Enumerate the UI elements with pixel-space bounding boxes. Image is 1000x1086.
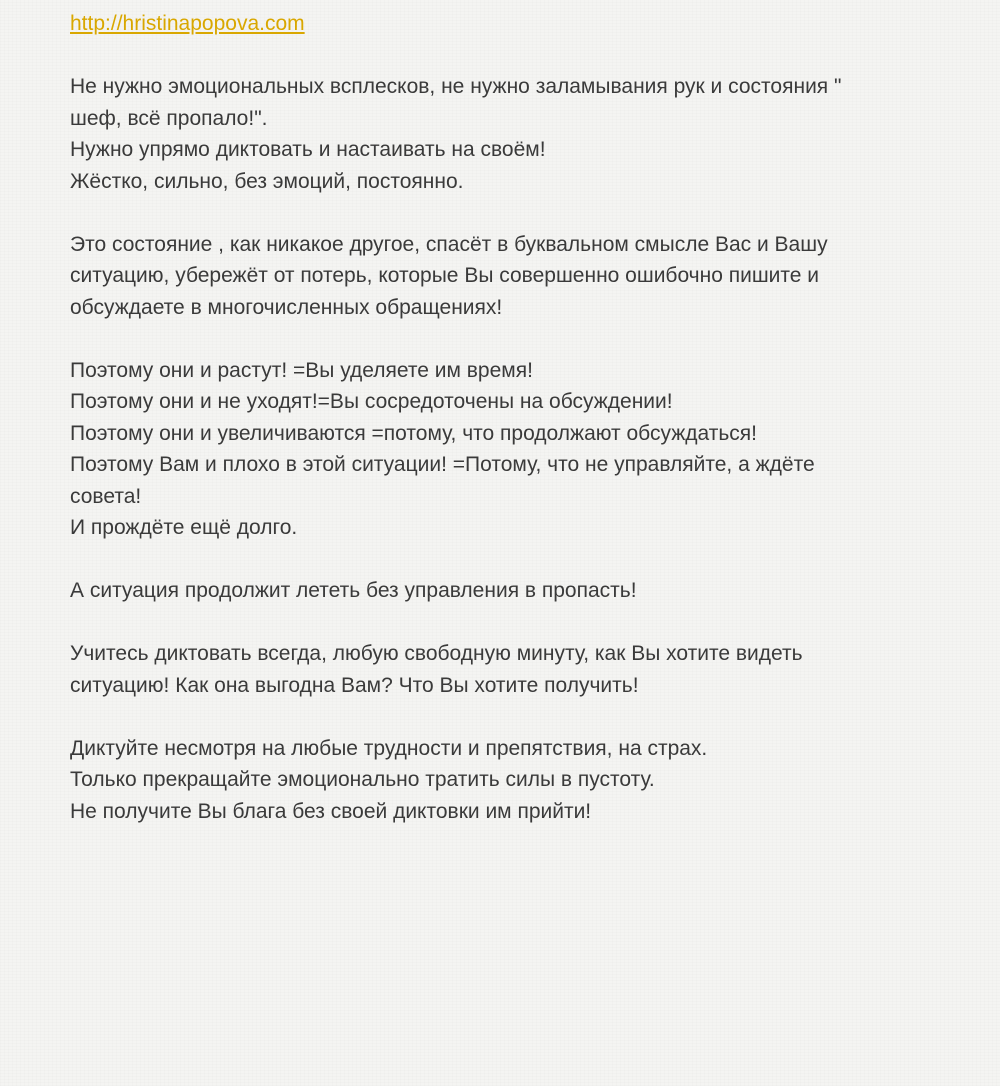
text-line: Это состояние , как никакое другое, спасёт в буквальном смысле Вас и Вашу bbox=[70, 232, 828, 256]
text-line: Поэтому они и увеличиваются =потому, что продолжают обсуждаться! bbox=[70, 421, 757, 445]
text-line: И прождёте ещё долго. bbox=[70, 516, 298, 539]
text-line: Нужно упрямо диктовать и настаивать на своём! bbox=[70, 138, 546, 161]
text-line: Учитесь диктовать всегда, любую свободную минуту, как Вы хотите видеть bbox=[70, 642, 803, 665]
text-line: Не нужно эмоциональных всплесков, не нужно заламывания рук и состояния " bbox=[70, 75, 842, 98]
text-line: Не получите Вы блага без своей диктовки им прийти! bbox=[70, 799, 592, 823]
text-line: ситуацию, убережёт от потерь, которые Вы совершенно ошибочно пишите и bbox=[70, 264, 820, 287]
text-line: совета! bbox=[70, 484, 142, 508]
paragraph-2 bbox=[70, 229, 950, 324]
note-body[interactable] bbox=[70, 8, 950, 859]
paragraph-3 bbox=[70, 355, 950, 544]
text-line: Поэтому Вам и плохо в этой ситуации! =Потому, что не управляйте, а ждёте bbox=[70, 453, 815, 476]
text-line: А ситуация продолжит лететь без управления в пропасть! bbox=[70, 579, 637, 602]
paragraph-4 bbox=[70, 575, 950, 607]
text-line: Поэтому они и не уходят!=Вы сосредоточены на обсуждении! bbox=[70, 390, 673, 413]
paragraph-5 bbox=[70, 638, 950, 701]
paragraph-6 bbox=[70, 733, 950, 828]
text-line: шеф, всё пропало!". bbox=[70, 106, 268, 130]
paragraph-1 bbox=[70, 71, 950, 197]
text-line: Поэтому они и растут! =Вы уделяете им время! bbox=[70, 358, 533, 382]
text-line: Жёстко, сильно, без эмоций, постоянно. bbox=[70, 169, 464, 193]
website-link[interactable]: http://hristinapopova.com bbox=[70, 12, 305, 35]
text-line: Только прекращайте эмоционально тратить силы в пустоту. bbox=[70, 768, 655, 791]
text-line: ситуацию! Как она выгодна Вам? Что Вы хотите получить! bbox=[70, 673, 639, 697]
text-line: обсуждаете в многочисленных обращениях! bbox=[70, 295, 503, 319]
text-line: Диктуйте несмотря на любые трудности и препятствия, на страх. bbox=[70, 736, 708, 760]
